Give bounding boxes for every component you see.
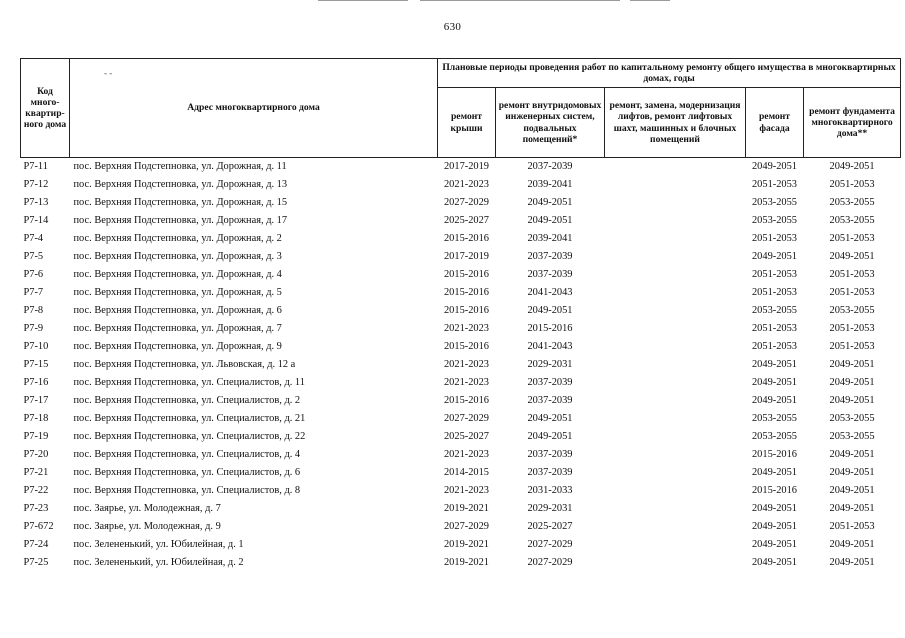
cell-facade-period: 2049-2051 <box>751 161 798 172</box>
cell-roof-period: 2015-2016 <box>443 287 490 298</box>
cell-address: пос. Верхняя Подстепновка, ул. Дорожная, д. 4 <box>73 269 282 280</box>
cell-address: пос. Верхняя Подстепновка, ул. Дорожная, д. 17 <box>73 215 288 226</box>
cell-foundation-period: 2049-2051 <box>829 395 875 406</box>
cell-facade-period: 2049-2051 <box>751 521 798 532</box>
cell-foundation-period: 2053-2055 <box>829 431 875 442</box>
cell-building-code: Р7-672 <box>23 521 54 532</box>
cell-engineering-period: 2037-2039 <box>527 467 573 478</box>
table-row <box>21 500 901 518</box>
cell-building-code: Р7-6 <box>23 269 44 280</box>
cell-engineering-period: 2037-2039 <box>527 395 573 406</box>
cell-address: пос. Верхняя Подстепновка, ул. Специалистов, д. 21 <box>73 413 306 424</box>
cell-roof-period: 2019-2021 <box>443 557 490 568</box>
table-row <box>21 536 901 554</box>
cell-foundation-period: 2051-2053 <box>829 233 875 244</box>
cell-engineering-period: 2037-2039 <box>527 449 573 460</box>
cell-building-code: Р7-19 <box>23 431 49 442</box>
cell-engineering-period: 2015-2016 <box>527 323 573 334</box>
table-row <box>21 302 901 320</box>
cell-building-code: Р7-20 <box>23 449 49 460</box>
cell-building-code: Р7-8 <box>23 305 44 316</box>
cell-facade-period: 2051-2053 <box>751 179 798 190</box>
header-address-label: Адрес многоквартирного дома <box>187 102 320 114</box>
cell-building-code: Р7-14 <box>23 215 49 226</box>
scan-artifact-line <box>630 0 670 1</box>
cell-roof-period: 2021-2023 <box>443 485 490 496</box>
scan-artifact-line <box>420 0 620 1</box>
cell-engineering-period: 2025-2027 <box>527 521 573 532</box>
cell-building-code: Р7-5 <box>23 251 44 262</box>
cell-foundation-period: 2049-2051 <box>829 503 875 514</box>
cell-foundation-period: 2053-2055 <box>829 215 875 226</box>
header-facade-repair: ремонт фасада <box>746 88 804 158</box>
cell-lift-period <box>605 482 746 500</box>
header-building-code: Код много-квартир-ного дома <box>21 59 70 158</box>
cell-engineering-period: 2049-2051 <box>527 431 573 442</box>
cell-roof-period: 2015-2016 <box>443 305 490 316</box>
cell-address: пос. Верхняя Подстепновка, ул. Дорожная, д. 7 <box>73 323 282 334</box>
cell-roof-period: 2019-2021 <box>443 539 490 550</box>
table-row <box>21 518 901 536</box>
cell-building-code: Р7-12 <box>23 179 49 190</box>
cell-engineering-period: 2037-2039 <box>527 377 573 388</box>
cell-lift-period <box>605 158 746 177</box>
cell-address: пос. Верхняя Подстепновка, ул. Львовская, д. 12 а <box>73 359 296 370</box>
cell-roof-period: 2019-2021 <box>443 503 490 514</box>
cell-facade-period: 2049-2051 <box>751 395 798 406</box>
cell-address: пос. Зелененький, ул. Юбилейная, д. 1 <box>73 539 244 550</box>
cell-roof-period: 2025-2027 <box>443 431 490 442</box>
cell-roof-period: 2014-2015 <box>443 467 490 478</box>
cell-engineering-period: 2037-2039 <box>527 269 573 280</box>
cell-foundation-period: 2049-2051 <box>829 539 875 550</box>
cell-lift-period <box>605 446 746 464</box>
cell-building-code: Р7-23 <box>23 503 49 514</box>
cell-building-code: Р7-21 <box>23 467 49 478</box>
cell-roof-period: 2017-2019 <box>443 251 490 262</box>
cell-building-code: Р7-10 <box>23 341 49 352</box>
cell-roof-period: 2027-2029 <box>443 197 490 208</box>
cell-facade-period: 2015-2016 <box>751 449 798 460</box>
cell-building-code: Р7-25 <box>23 557 49 568</box>
cell-address: пос. Верхняя Подстепновка, ул. Дорожная, д. 6 <box>73 305 282 316</box>
cell-address: пос. Верхняя Подстепновка, ул. Специалистов, д. 6 <box>73 467 301 478</box>
cell-facade-period: 2049-2051 <box>751 359 798 370</box>
cell-foundation-period: 2051-2053 <box>829 521 875 532</box>
cell-foundation-period: 2049-2051 <box>829 485 875 496</box>
cell-lift-period <box>605 392 746 410</box>
cell-engineering-period: 2037-2039 <box>527 251 573 262</box>
cell-roof-period: 2017-2019 <box>443 161 490 172</box>
cell-facade-period: 2053-2055 <box>751 431 798 442</box>
page-number: 630 <box>443 21 462 33</box>
cell-engineering-period: 2031-2033 <box>527 485 573 496</box>
table-row <box>21 194 901 212</box>
cell-lift-period <box>605 428 746 446</box>
cell-lift-period <box>605 302 746 320</box>
cell-foundation-period: 2053-2055 <box>829 413 875 424</box>
table-body <box>21 158 901 573</box>
cell-facade-period: 2049-2051 <box>751 377 798 388</box>
cell-address: пос. Верхняя Подстепновка, ул. Дорожная, д. 13 <box>73 179 288 190</box>
cell-building-code: Р7-11 <box>23 161 48 172</box>
cell-facade-period: 2051-2053 <box>751 341 798 352</box>
cell-foundation-period: 2051-2053 <box>829 323 875 334</box>
cell-engineering-period: 2039-2041 <box>527 179 573 190</box>
cell-lift-period <box>605 518 746 536</box>
cell-address: пос. Верхняя Подстепновка, ул. Специалистов, д. 11 <box>73 377 305 388</box>
cell-engineering-period: 2027-2029 <box>527 539 573 550</box>
header-address <box>70 59 438 158</box>
table-row <box>21 248 901 266</box>
cell-facade-period: 2053-2055 <box>751 215 798 226</box>
cell-engineering-period: 2037-2039 <box>527 161 573 172</box>
cell-building-code: Р7-18 <box>23 413 49 424</box>
cell-lift-period <box>605 464 746 482</box>
table-row <box>21 554 901 572</box>
cell-facade-period: 2049-2051 <box>751 467 798 478</box>
cell-engineering-period: 2039-2041 <box>527 233 573 244</box>
cell-address: пос. Верхняя Подстепновка, ул. Дорожная, д. 11 <box>73 161 287 172</box>
cell-roof-period: 2027-2029 <box>443 413 490 424</box>
scan-artifact-line <box>318 0 408 1</box>
cell-facade-period: 2049-2051 <box>751 503 798 514</box>
cell-lift-period <box>605 554 746 572</box>
cell-building-code: Р7-22 <box>23 485 49 496</box>
cell-facade-period: 2049-2051 <box>751 539 798 550</box>
cell-engineering-period: 2029-2031 <box>527 503 573 514</box>
header-roof-repair: ремонт крыши <box>438 88 496 158</box>
cell-facade-period: 2051-2053 <box>751 287 798 298</box>
cell-facade-period: 2015-2016 <box>751 485 798 496</box>
table-row <box>21 464 901 482</box>
table-row <box>21 428 901 446</box>
cell-address: пос. Верхняя Подстепновка, ул. Дорожная, д. 3 <box>73 251 282 262</box>
cell-address: пос. Верхняя Подстепновка, ул. Дорожная, д. 2 <box>73 233 282 244</box>
table-row <box>21 482 901 500</box>
cell-lift-period <box>605 194 746 212</box>
cell-foundation-period: 2051-2053 <box>829 269 875 280</box>
cell-building-code: Р7-24 <box>23 539 49 550</box>
cell-address: пос. Зелененький, ул. Юбилейная, д. 2 <box>73 557 244 568</box>
cell-building-code: Р7-7 <box>23 287 44 298</box>
header-planned-periods: Плановые периоды проведения работ по капитальному ремонту общего имущества в многоквартирных домах, годы <box>438 59 901 88</box>
cell-address: пос. Заярье, ул. Молодежная, д. 9 <box>73 521 221 532</box>
cell-engineering-period: 2049-2051 <box>527 413 573 424</box>
cell-roof-period: 2015-2016 <box>443 269 490 280</box>
cell-address: пос. Заярье, ул. Молодежная, д. 7 <box>73 503 221 514</box>
table-row <box>21 158 901 177</box>
cell-facade-period: 2053-2055 <box>751 413 798 424</box>
cell-foundation-period: 2049-2051 <box>829 377 875 388</box>
cell-address: пос. Верхняя Подстепновка, ул. Специалистов, д. 2 <box>73 395 301 406</box>
cell-foundation-period: 2051-2053 <box>829 287 875 298</box>
cell-lift-period <box>605 176 746 194</box>
cell-engineering-period: 2049-2051 <box>527 215 573 226</box>
cell-foundation-period: 2051-2053 <box>829 179 875 190</box>
cell-lift-period <box>605 356 746 374</box>
cell-engineering-period: 2029-2031 <box>527 359 573 370</box>
cell-roof-period: 2015-2016 <box>443 395 490 406</box>
cell-roof-period: 2015-2016 <box>443 233 490 244</box>
header-engineering-repair: ремонт внутридомовых инженерных систем, подвальных помещений* <box>496 88 605 158</box>
cell-foundation-period: 2049-2051 <box>829 557 875 568</box>
cell-roof-period: 2021-2023 <box>443 377 490 388</box>
cell-address: пос. Верхняя Подстепновка, ул. Специалистов, д. 8 <box>73 485 301 496</box>
cell-building-code: Р7-17 <box>23 395 49 406</box>
cell-building-code: Р7-9 <box>23 323 44 334</box>
table-row <box>21 320 901 338</box>
cell-address: пос. Верхняя Подстепновка, ул. Дорожная, д. 9 <box>73 341 282 352</box>
table-row <box>21 446 901 464</box>
cell-address: пос. Верхняя Подстепновка, ул. Специалистов, д. 4 <box>73 449 301 460</box>
table-row <box>21 230 901 248</box>
cell-lift-period <box>605 320 746 338</box>
cell-facade-period: 2053-2055 <box>751 197 798 208</box>
cell-building-code: Р7-13 <box>23 197 49 208</box>
cell-roof-period: 2027-2029 <box>443 521 490 532</box>
cell-facade-period: 2053-2055 <box>751 305 798 316</box>
table-row <box>21 176 901 194</box>
cell-lift-period <box>605 230 746 248</box>
table-header <box>21 59 901 158</box>
cell-engineering-period: 2041-2043 <box>527 287 573 298</box>
table-row <box>21 266 901 284</box>
cell-lift-period <box>605 536 746 554</box>
cell-engineering-period: 2041-2043 <box>527 341 573 352</box>
cell-foundation-period: 2049-2051 <box>829 449 875 460</box>
header-pen-mark: ‐ ‐ <box>104 68 113 78</box>
cell-lift-period <box>605 212 746 230</box>
cell-lift-period <box>605 284 746 302</box>
cell-building-code: Р7-4 <box>23 233 44 244</box>
cell-roof-period: 2021-2023 <box>443 179 490 190</box>
cell-foundation-period: 2049-2051 <box>829 359 875 370</box>
table-row <box>21 410 901 428</box>
cell-lift-period <box>605 374 746 392</box>
table-row <box>21 338 901 356</box>
header-lift-repair: ремонт, замена, модернизация лифтов, ремонт лифтовых шахт, машинных и блочных помещений <box>605 88 746 158</box>
table-row <box>21 392 901 410</box>
cell-roof-period: 2021-2023 <box>443 323 490 334</box>
cell-roof-period: 2015-2016 <box>443 341 490 352</box>
cell-address: пос. Верхняя Подстепновка, ул. Дорожная, д. 15 <box>73 197 288 208</box>
table-row <box>21 284 901 302</box>
capital-repair-schedule-table <box>20 58 901 572</box>
table-row <box>21 212 901 230</box>
cell-roof-period: 2025-2027 <box>443 215 490 226</box>
cell-foundation-period: 2053-2055 <box>829 197 875 208</box>
cell-address: пос. Верхняя Подстепновка, ул. Дорожная, д. 5 <box>73 287 282 298</box>
table-row <box>21 356 901 374</box>
cell-foundation-period: 2049-2051 <box>829 251 875 262</box>
cell-building-code: Р7-15 <box>23 359 49 370</box>
cell-foundation-period: 2049-2051 <box>829 161 875 172</box>
header-foundation-repair: ремонт фундамента многоквартирного дома** <box>804 88 901 158</box>
cell-foundation-period: 2053-2055 <box>829 305 875 316</box>
cell-lift-period <box>605 338 746 356</box>
cell-facade-period: 2051-2053 <box>751 233 798 244</box>
cell-lift-period <box>605 410 746 428</box>
cell-roof-period: 2021-2023 <box>443 449 490 460</box>
cell-facade-period: 2049-2051 <box>751 251 798 262</box>
cell-address: пос. Верхняя Подстепновка, ул. Специалистов, д. 22 <box>73 431 306 442</box>
cell-foundation-period: 2049-2051 <box>829 467 875 478</box>
cell-facade-period: 2051-2053 <box>751 269 798 280</box>
cell-lift-period <box>605 500 746 518</box>
cell-engineering-period: 2049-2051 <box>527 305 573 316</box>
cell-foundation-period: 2051-2053 <box>829 341 875 352</box>
cell-lift-period <box>605 266 746 284</box>
cell-facade-period: 2049-2051 <box>751 557 798 568</box>
cell-engineering-period: 2049-2051 <box>527 197 573 208</box>
cell-engineering-period: 2027-2029 <box>527 557 573 568</box>
cell-facade-period: 2051-2053 <box>751 323 798 334</box>
table-row <box>21 374 901 392</box>
cell-building-code: Р7-16 <box>23 377 49 388</box>
cell-roof-period: 2021-2023 <box>443 359 490 370</box>
cell-lift-period <box>605 248 746 266</box>
